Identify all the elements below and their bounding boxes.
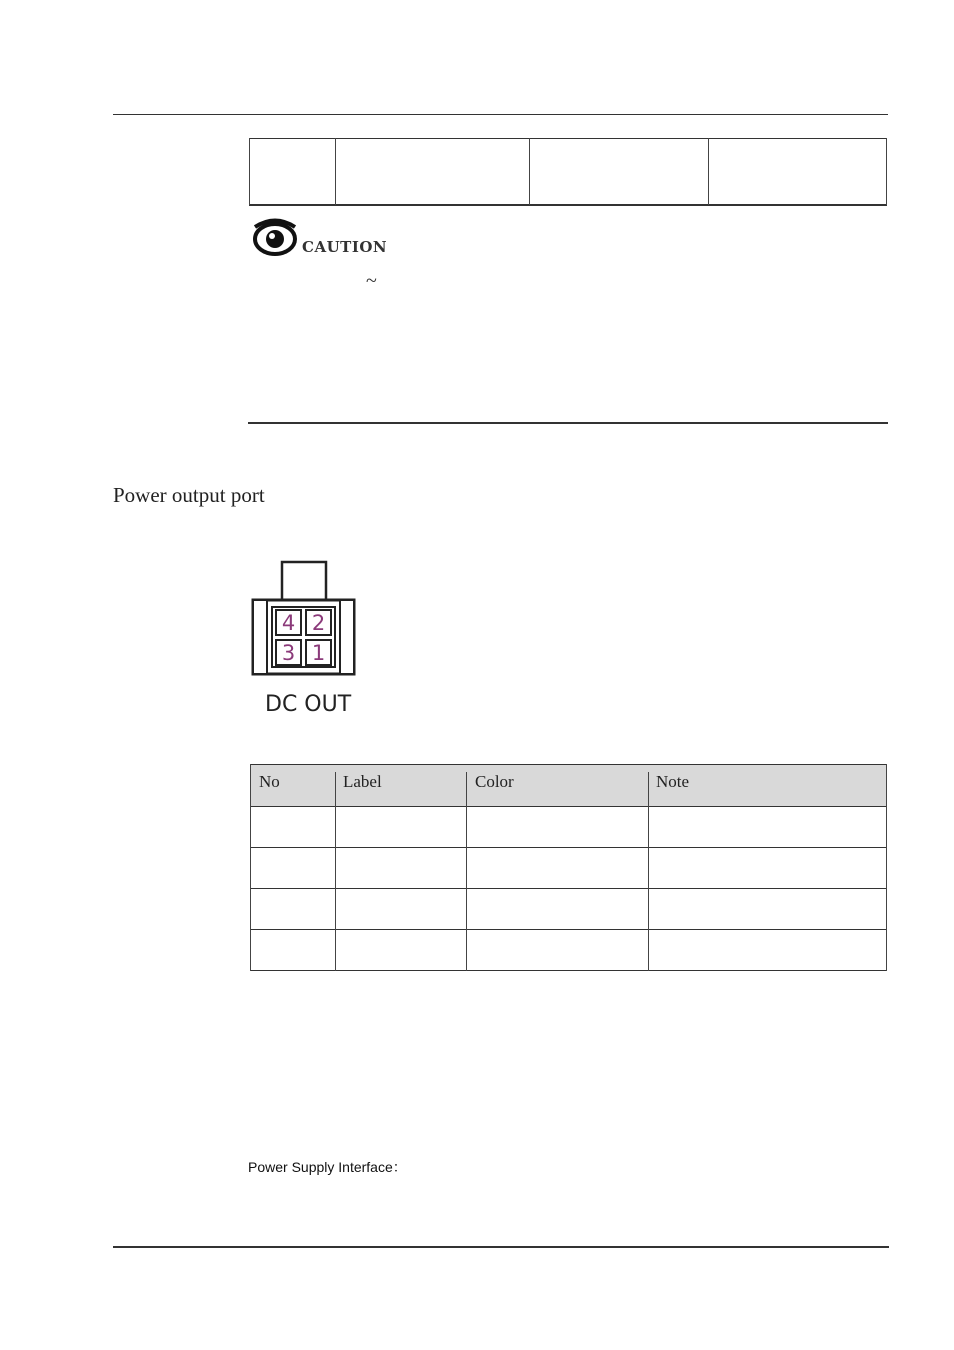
footer-caption: Power Supply Interface：: [248, 1159, 407, 1175]
column-header-color: Color: [475, 772, 514, 791]
caution-bottom-rule: [248, 422, 888, 424]
eye-icon: [252, 218, 300, 258]
top-table-col-border: [335, 138, 336, 205]
tilde-mark: ~: [366, 270, 377, 292]
connector-latch: [282, 562, 326, 600]
pin-label: 4: [281, 611, 296, 635]
caution-label: CAUTION: [302, 238, 388, 256]
caution-block: [250, 216, 890, 426]
top-table-col-border: [886, 138, 887, 205]
column-header-no: No: [259, 772, 280, 791]
pin-table-col-border: [335, 772, 336, 971]
pin-table-row-border: [250, 806, 887, 807]
connector-right-rail: [340, 600, 354, 674]
pin-label: 3: [281, 641, 296, 665]
footer-rule: [113, 1246, 889, 1248]
pin-table-row-border: [250, 970, 887, 971]
column-header-label: Label: [343, 772, 382, 791]
pin-table-col-border: [466, 772, 467, 971]
top-table-col-border: [708, 138, 709, 205]
pin-label: 2: [311, 611, 326, 635]
pin-table-row-border: [250, 764, 887, 765]
connector-figure: [250, 560, 360, 725]
pin-table-col-border: [886, 764, 887, 971]
pin-table: [250, 764, 887, 971]
connector-left-rail: [253, 600, 267, 674]
pin-table-row-border: [250, 847, 887, 848]
column-header-note: Note: [656, 772, 690, 791]
section-title: Power output port: [113, 483, 265, 507]
top-table-bottom-border: [249, 204, 887, 206]
pin-table-row-border: [250, 929, 887, 930]
top-table: [249, 138, 887, 206]
header-rule: [113, 114, 888, 115]
top-table-col-border: [249, 138, 250, 205]
pin-table-col-border: [648, 772, 649, 971]
connector-caption: DC OUT: [265, 692, 352, 717]
pin-table-col-border: [250, 764, 251, 971]
top-table-col-border: [529, 138, 530, 205]
connector-diagram: [250, 560, 360, 680]
pin-label: 1: [311, 641, 326, 665]
top-table-top-border: [249, 138, 887, 139]
pin-table-row-border: [250, 888, 887, 889]
